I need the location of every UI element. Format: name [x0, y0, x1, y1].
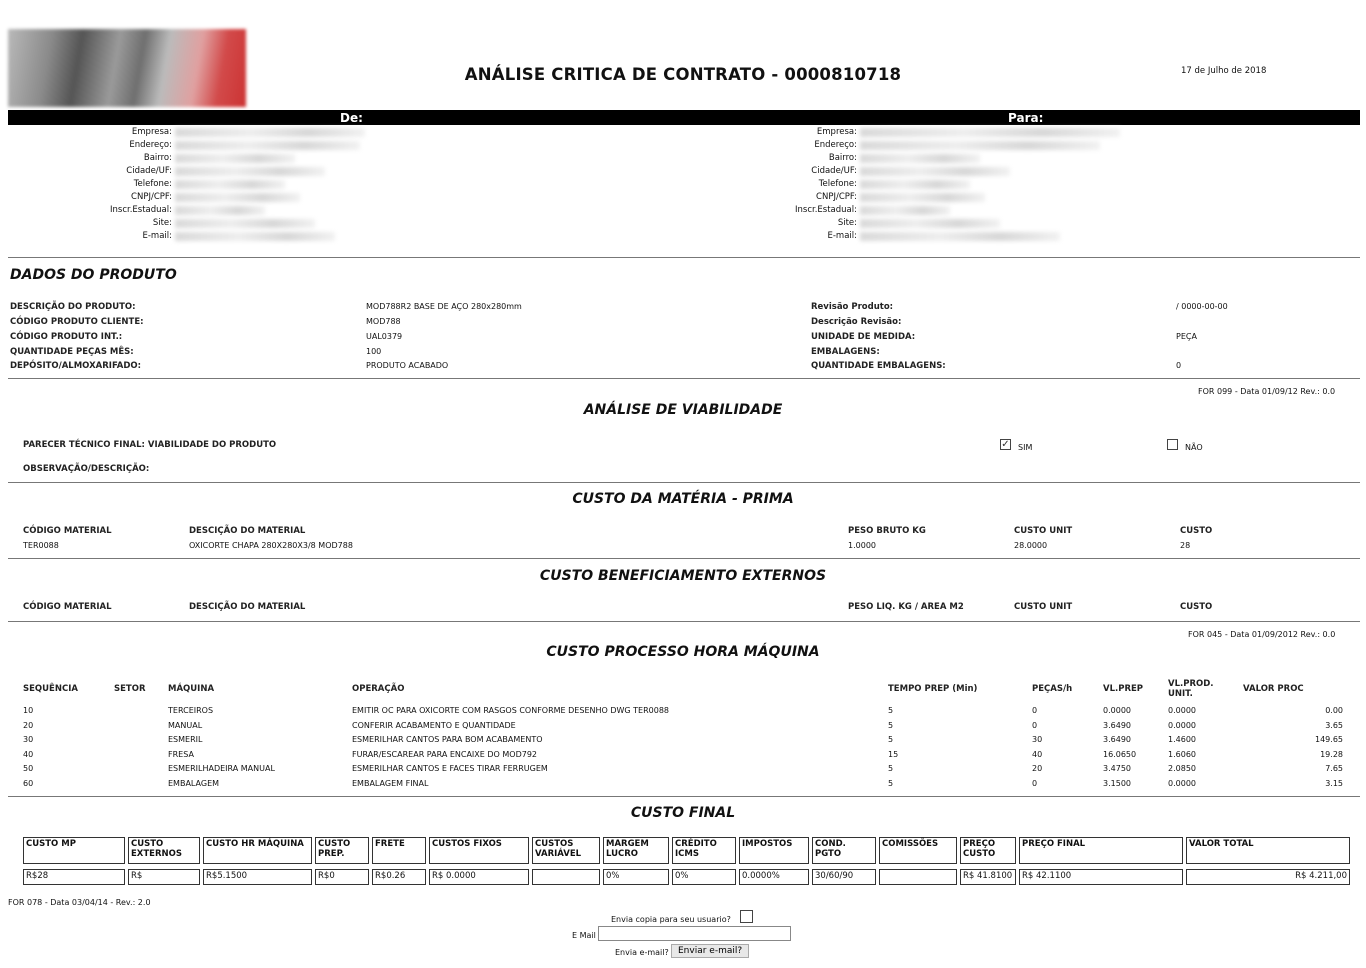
- product-packaging-label: EMBALAGENS:: [811, 347, 880, 357]
- final-col-freight: FRETE: [372, 837, 426, 864]
- process-row-prep-value: 16.0650: [1103, 749, 1137, 759]
- divider: [8, 378, 1360, 379]
- process-row-prep-time: 5: [888, 706, 894, 715]
- raw-material-col-unit-cost: CUSTO UNIT: [1014, 526, 1073, 536]
- process-row-prep-time: 5: [888, 720, 894, 730]
- process-row-sequence: 20: [23, 720, 34, 730]
- from-site-label: Site:: [152, 218, 172, 228]
- product-client-code-value: MOD788: [366, 317, 401, 326]
- product-deposit-label: DEPÓSITO/ALMOXARIFADO:: [10, 361, 142, 371]
- final-col-icms: CRÉDITO ICMS: [672, 837, 736, 864]
- email-label: E Mail: [572, 931, 596, 940]
- process-col-machine: MÁQUINA: [168, 684, 215, 694]
- final-col-payment: COND. PGTO: [812, 837, 876, 864]
- to-endereco-label: Endereço:: [814, 140, 857, 150]
- process-col-prep-value: VL.PREP: [1103, 684, 1144, 694]
- final-mp-value: R$28: [23, 869, 125, 885]
- process-row-sequence: 60: [23, 778, 34, 788]
- divider: [8, 257, 1360, 258]
- process-row-prep-value: 0.0000: [1103, 706, 1131, 715]
- process-row-sequence: 30: [23, 735, 34, 744]
- process-row-process-value: 3.65: [1325, 720, 1343, 730]
- process-row-unit-value: 1.6060: [1168, 749, 1196, 759]
- external-col-desc: DESCIÇÃO DO MATERIAL: [189, 602, 306, 612]
- external-col-weight: PESO LIQ. KG / AREA M2: [848, 602, 964, 612]
- product-section-title: DADOS DO PRODUTO: [10, 267, 177, 283]
- raw-material-desc: OXICORTE CHAPA 280X280X3/8 MOD788: [189, 541, 353, 550]
- from-cidade-label: Cidade/UF:: [126, 166, 172, 176]
- process-row-process-value: 19.28: [1320, 749, 1343, 759]
- final-variable-value: [532, 869, 600, 885]
- product-desc-label: DESCRIÇÃO DO PRODUTO:: [10, 302, 136, 312]
- process-col-sequence: SEQUÊNCIA: [23, 684, 78, 694]
- viability-parecer: PARECER TÉCNICO FINAL: VIABILIDADE DO PRODUTO: [23, 440, 277, 450]
- process-row-operation: EMITIR OC PARA OXICORTE COM RASGOS CONFORME DESENHO DWG TER0088: [352, 706, 670, 715]
- to-empresa-label: Empresa:: [816, 127, 857, 137]
- from-redacted-values: [175, 128, 365, 241]
- process-row-prep-value: 3.1500: [1103, 778, 1131, 788]
- raw-material-col-code: CÓDIGO MATERIAL: [23, 526, 112, 536]
- final-margin-value: 0%: [603, 869, 669, 885]
- process-row-unit-value: 0.0000: [1168, 706, 1196, 715]
- process-row-pieces-hour: 0: [1032, 706, 1038, 715]
- from-endereco-label: Endereço:: [129, 140, 172, 150]
- viability-observation: OBSERVAÇÃO/DESCRIÇÃO:: [23, 464, 150, 474]
- raw-material-col-weight: PESO BRUTO KG: [848, 526, 926, 536]
- process-row-operation: ESMERILHAR CANTOS E FACES TIRAR FERRUGEM: [352, 764, 548, 773]
- final-col-external: CUSTO EXTERNOS: [128, 837, 200, 864]
- process-row-pieces-hour: 20: [1032, 764, 1043, 773]
- from-inscr-label: Inscr.Estadual:: [110, 205, 172, 215]
- process-row-process-value: 7.65: [1325, 764, 1343, 773]
- final-header-row: [23, 837, 1350, 864]
- process-form-ref: FOR 045 - Data 01/09/2012 Rev.: 0.0: [1188, 630, 1336, 639]
- process-row-prep-value: 3.4750: [1103, 764, 1131, 773]
- process-row-process-value: 0.00: [1325, 706, 1343, 715]
- process-section-title: CUSTO PROCESSO HORA MÁQUINA: [546, 644, 820, 660]
- process-row-process-value: 3.15: [1325, 778, 1343, 788]
- process-row-prep-value: 3.6490: [1103, 735, 1131, 744]
- final-col-fixed: CUSTOS FIXOS: [429, 837, 529, 864]
- process-row-operation: CONFERIR ACABAMENTO E QUANTIDADE: [352, 720, 516, 730]
- raw-material-unit-cost: 28.0000: [1014, 541, 1048, 550]
- process-row-pieces-hour: 0: [1032, 778, 1038, 788]
- process-col-unit-value: VL.PROD. UNIT.: [1168, 679, 1214, 699]
- copy-label: Envia copia para seu usuario?: [611, 915, 731, 924]
- external-col-unit-cost: CUSTO UNIT: [1014, 602, 1073, 612]
- final-col-total: VALOR TOTAL: [1186, 837, 1350, 864]
- product-int-code-value: UAL0379: [366, 332, 403, 341]
- send-email-label: Envia e-mail?: [615, 948, 669, 957]
- final-total-value: R$ 4.211,00: [1186, 869, 1350, 885]
- final-commission-value: [879, 869, 957, 885]
- process-row-operation: ESMERILHAR CANTOS PARA BOM ACABAMENTO: [352, 735, 543, 744]
- final-prep-value: R$0: [315, 869, 369, 885]
- process-col-pieces-hour: PEÇAS/h: [1032, 684, 1073, 694]
- process-row-operation: FURAR/ESCAREAR PARA ENCAIXE DO MOD792: [352, 749, 537, 759]
- process-row-prep-time: 5: [888, 735, 894, 744]
- to-inscr-label: Inscr.Estadual:: [795, 205, 857, 215]
- process-row-machine: ESMERILHADEIRA MANUAL: [168, 764, 275, 773]
- copy-checkbox[interactable]: [740, 910, 753, 923]
- final-col-prep: CUSTO PREP.: [315, 837, 369, 864]
- final-col-variable: CUSTOS VARIÁVEL: [532, 837, 600, 864]
- from-bairro-label: Bairro:: [143, 153, 172, 163]
- process-row-operation: EMBALAGEM FINAL: [352, 778, 429, 788]
- process-col-process-value: VALOR PROC: [1243, 684, 1304, 694]
- raw-material-code: TER0088: [23, 541, 59, 550]
- raw-material-section-title: CUSTO DA MATÉRIA - PRIMA: [572, 491, 794, 507]
- to-label: Para:: [1008, 111, 1044, 125]
- product-packaging-qty-value: 0: [1176, 361, 1182, 370]
- from-empresa-label: Empresa:: [131, 127, 172, 137]
- process-row-pieces-hour: 30: [1032, 735, 1043, 744]
- process-col-prep-time: TEMPO PREP (Min): [888, 684, 978, 694]
- to-site-label: Site:: [837, 218, 857, 228]
- from-telefone-label: Telefone:: [133, 179, 172, 189]
- final-taxes-value: 0.0000%: [739, 869, 809, 885]
- process-row-unit-value: 2.0850: [1168, 764, 1196, 773]
- to-cidade-label: Cidade/UF:: [811, 166, 857, 176]
- product-revision-label: Revisão Produto:: [811, 302, 894, 312]
- process-row-sequence: 10: [23, 706, 34, 715]
- to-telefone-label: Telefone:: [818, 179, 857, 189]
- final-icms-value: 0%: [672, 869, 736, 885]
- raw-material-cost: 28: [1180, 541, 1191, 550]
- product-packaging-qty-label: QUANTIDADE EMBALAGENS:: [811, 361, 946, 371]
- final-col-cost-price: PREÇO CUSTO: [960, 837, 1016, 864]
- process-row-unit-value: 0.0000: [1168, 778, 1196, 788]
- document-date: 17 de Julho de 2018: [1181, 66, 1267, 76]
- process-row-pieces-hour: 0: [1032, 720, 1038, 730]
- raw-material-col-desc: DESCIÇÃO DO MATERIAL: [189, 526, 306, 536]
- final-col-hr-machine: CUSTO HR MÁQUINA: [203, 837, 312, 864]
- raw-material-col-cost: CUSTO: [1180, 526, 1213, 536]
- process-row-machine: TERCEIROS: [168, 706, 214, 715]
- final-col-margin: MARGEM LUCRO: [603, 837, 669, 864]
- footer-form-ref: FOR 078 - Data 03/04/14 - Rev.: 2.0: [8, 898, 151, 907]
- viability-section-title: ANÁLISE DE VIABILIDADE: [583, 402, 783, 418]
- final-hr-machine-value: R$5.1500: [203, 869, 312, 885]
- process-row-machine: EMBALAGEM: [168, 778, 220, 788]
- final-col-commission: COMISSÕES: [879, 837, 957, 864]
- from-label: De:: [340, 111, 363, 125]
- final-external-value: R$: [128, 869, 200, 885]
- document-title: ANÁLISE CRITICA DE CONTRATO - 0000810718: [464, 65, 902, 84]
- product-qty-label: QUANTIDADE PEÇAS MÊS:: [10, 347, 134, 357]
- divider: [8, 482, 1360, 483]
- final-cost-price-value: R$ 41.8100: [960, 869, 1016, 885]
- process-row-sequence: 50: [23, 764, 34, 773]
- external-section-title: CUSTO BENEFICIAMENTO EXTERNOS: [539, 568, 827, 584]
- to-redacted-values: [860, 128, 1120, 241]
- final-freight-value: R$0.26: [372, 869, 426, 885]
- product-client-code-label: CÓDIGO PRODUTO CLIENTE:: [10, 317, 144, 327]
- external-col-code: CÓDIGO MATERIAL: [23, 602, 112, 612]
- process-row-prep-time: 5: [888, 778, 894, 788]
- from-to-bar: [8, 110, 1360, 125]
- product-revision-value: / 0000-00-00: [1176, 302, 1228, 311]
- final-payment-value: 30/60/90: [812, 869, 876, 885]
- process-col-operation: OPERAÇÃO: [352, 684, 405, 694]
- process-row-machine: FRESA: [168, 749, 194, 759]
- process-row-machine: MANUAL: [168, 720, 203, 730]
- no-checkbox[interactable]: [1167, 439, 1178, 450]
- divider: [8, 621, 1360, 622]
- product-deposit-value: PRODUTO ACABADO: [366, 361, 449, 370]
- final-col-taxes: IMPOSTOS: [739, 837, 809, 864]
- product-unit-label: UNIDADE DE MEDIDA:: [811, 332, 916, 342]
- yes-checkbox[interactable]: ✓: [1001, 439, 1010, 450]
- to-email-label: E-mail:: [827, 231, 857, 241]
- process-row-pieces-hour: 40: [1032, 749, 1043, 759]
- process-col-sector: SETOR: [114, 684, 146, 694]
- no-label: NÃO: [1185, 443, 1203, 452]
- divider: [8, 796, 1360, 797]
- product-qty-value: 100: [366, 347, 382, 356]
- process-row-prep-time: 15: [888, 749, 899, 759]
- process-row-process-value: 149.65: [1315, 735, 1343, 744]
- final-final-price-value: R$ 42.1100: [1019, 869, 1183, 885]
- yes-label: SIM: [1018, 443, 1033, 452]
- final-cost-table: [20, 837, 1353, 885]
- to-bairro-label: Bairro:: [828, 153, 857, 163]
- final-col-final-price: PREÇO FINAL: [1019, 837, 1183, 864]
- raw-material-weight: 1.0000: [848, 541, 876, 550]
- process-row-sequence: 40: [23, 749, 34, 759]
- email-input[interactable]: [598, 926, 791, 941]
- final-section-title: CUSTO FINAL: [630, 805, 736, 821]
- product-revision-desc-label: Descrição Revisão:: [811, 317, 902, 327]
- process-row-prep-time: 5: [888, 764, 894, 773]
- final-col-mp: CUSTO MP: [23, 837, 125, 864]
- process-row-unit-value: 1.4600: [1168, 735, 1196, 744]
- to-cnpj-label: CNPJ/CPF:: [816, 192, 857, 202]
- external-col-cost: CUSTO: [1180, 602, 1213, 612]
- process-row-unit-value: 0.0000: [1168, 720, 1196, 730]
- from-cnpj-label: CNPJ/CPF:: [131, 192, 172, 202]
- product-int-code-label: CÓDIGO PRODUTO INT.:: [10, 332, 123, 342]
- process-row-machine: ESMERIL: [168, 735, 203, 744]
- from-email-label: E-mail:: [142, 231, 172, 241]
- process-row-prep-value: 3.6490: [1103, 720, 1131, 730]
- product-unit-value: PEÇA: [1176, 332, 1197, 341]
- viability-form-ref: FOR 099 - Data 01/09/12 Rev.: 0.0: [1198, 387, 1336, 396]
- final-value-row: [23, 869, 1350, 885]
- divider: [8, 558, 1360, 559]
- final-fixed-value: R$ 0.0000: [429, 869, 529, 885]
- send-email-button[interactable]: Enviar e-mail?: [671, 944, 749, 958]
- product-desc-value: MOD788R2 BASE DE AÇO 280x280mm: [366, 302, 522, 311]
